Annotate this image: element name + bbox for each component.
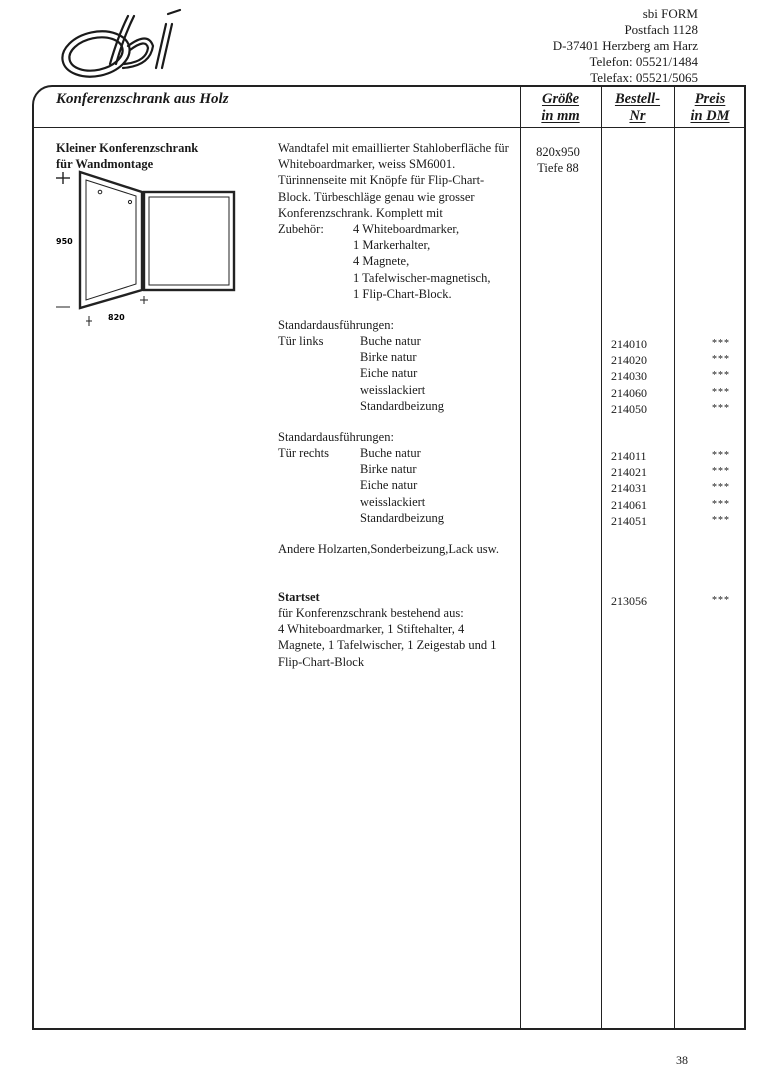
list-item: Standardbeizung [360,510,445,525]
product-name: Kleiner Konferenzschrank für Wandmontage [56,141,199,172]
price: *** [712,450,730,461]
order-number: 214061 [611,497,647,512]
variants-right [360,445,444,526]
company-address [553,6,698,86]
order-number: 214011 [611,449,647,463]
width-label: 820 [108,313,125,322]
order-number: 214051 [611,513,647,528]
startset-order-number: 213056 [611,594,647,608]
address-line: Telefon: 05521/1484 [589,54,698,69]
list-item: 4 Whiteboardmarker, [353,222,460,236]
door-left-label: Tür links [278,334,324,348]
list-item: 1 Flip-Chart-Block. [353,286,452,301]
order-number: 214060 [611,385,647,400]
order-number: 214020 [611,353,647,368]
address-line: sbi FORM [642,6,698,21]
price: *** [712,370,730,382]
address-line: Telefax: 05521/5065 [590,70,698,85]
price: *** [712,354,730,366]
list-item: 4 Magnete, [353,254,410,269]
list-item: Birke natur [360,350,417,365]
order-number: 214031 [611,481,647,496]
price: *** [712,466,730,478]
list-item: weisslackiert [360,494,426,509]
order-number: 214010 [611,337,647,351]
accessories-list [353,221,490,302]
column-divider [601,87,602,1028]
door-right-label: Tür rechts [278,446,330,460]
address-line: Postfach 1128 [624,22,698,37]
variants-left [360,333,444,414]
startset-description: für Konferenzschrank bestehend aus: 4 Whiteboardmarker, 1 Stiftehalter, 4 Magnete, 1 Tafelwischer, 1 Zeigestab und 1 Flip-Chart-Block [278,606,497,669]
product-size: 820x950 Tiefe 88 [536,145,580,176]
order-numbers-right [611,448,647,529]
column-header-size: Größe in mm [541,91,580,124]
price: *** [712,402,730,414]
list-item: Buche natur [360,334,421,348]
price: *** [712,514,730,526]
height-label: 950 [56,237,73,246]
column-header-order-number: Bestell- Nr [614,91,661,124]
price: *** [712,498,730,510]
product-description: Wandtafel mit emaillierter Stahloberfläche für Whiteboardmarker, weiss SM6001. Türinnenseite mit Knöpfe für Flip-Chart- Block. Türbeschläge genau wie grosser Konferenzschrank. Komplett mit [278,141,509,220]
list-item: weisslackiert [360,382,426,397]
list-item: Buche natur [360,446,421,460]
order-numbers-left [611,336,647,417]
group-heading-left: Standardausführungen: [278,318,394,332]
list-item: Standardbeizung [360,398,445,413]
header-divider [34,127,744,128]
column-divider [674,87,675,1028]
sbi-logo [58,6,188,84]
cabinet-drawing [52,170,242,330]
accessories-label: Zubehör: [278,222,324,236]
price: *** [712,482,730,494]
group-heading-right: Standardausführungen: [278,430,394,444]
startset-price: *** [712,595,730,606]
list-item: Birke natur [360,462,417,477]
prices-right [712,448,730,529]
prices-left [712,336,730,417]
order-number: 214050 [611,401,647,416]
startset-title: Startset [278,590,320,604]
list-item: 1 Tafelwischer-magnetisch, [353,270,491,285]
address-line: D-37401 Herzberg am Harz [552,38,698,53]
other-options-note: Andere Holzarten,Sonderbeizung,Lack usw. [278,542,499,556]
list-item: 1 Markerhalter, [353,238,431,253]
section-title: Konferenzschrank aus Holz [56,91,229,107]
column-header-price: Preis in DM [690,91,730,124]
order-number: 214030 [611,369,647,384]
price: *** [712,338,730,349]
column-divider [520,87,521,1028]
list-item: Eiche natur [360,366,418,381]
order-number: 214021 [611,465,647,480]
price: *** [712,386,730,398]
list-item: Eiche natur [360,478,418,493]
page-number: 38 [676,1053,688,1067]
